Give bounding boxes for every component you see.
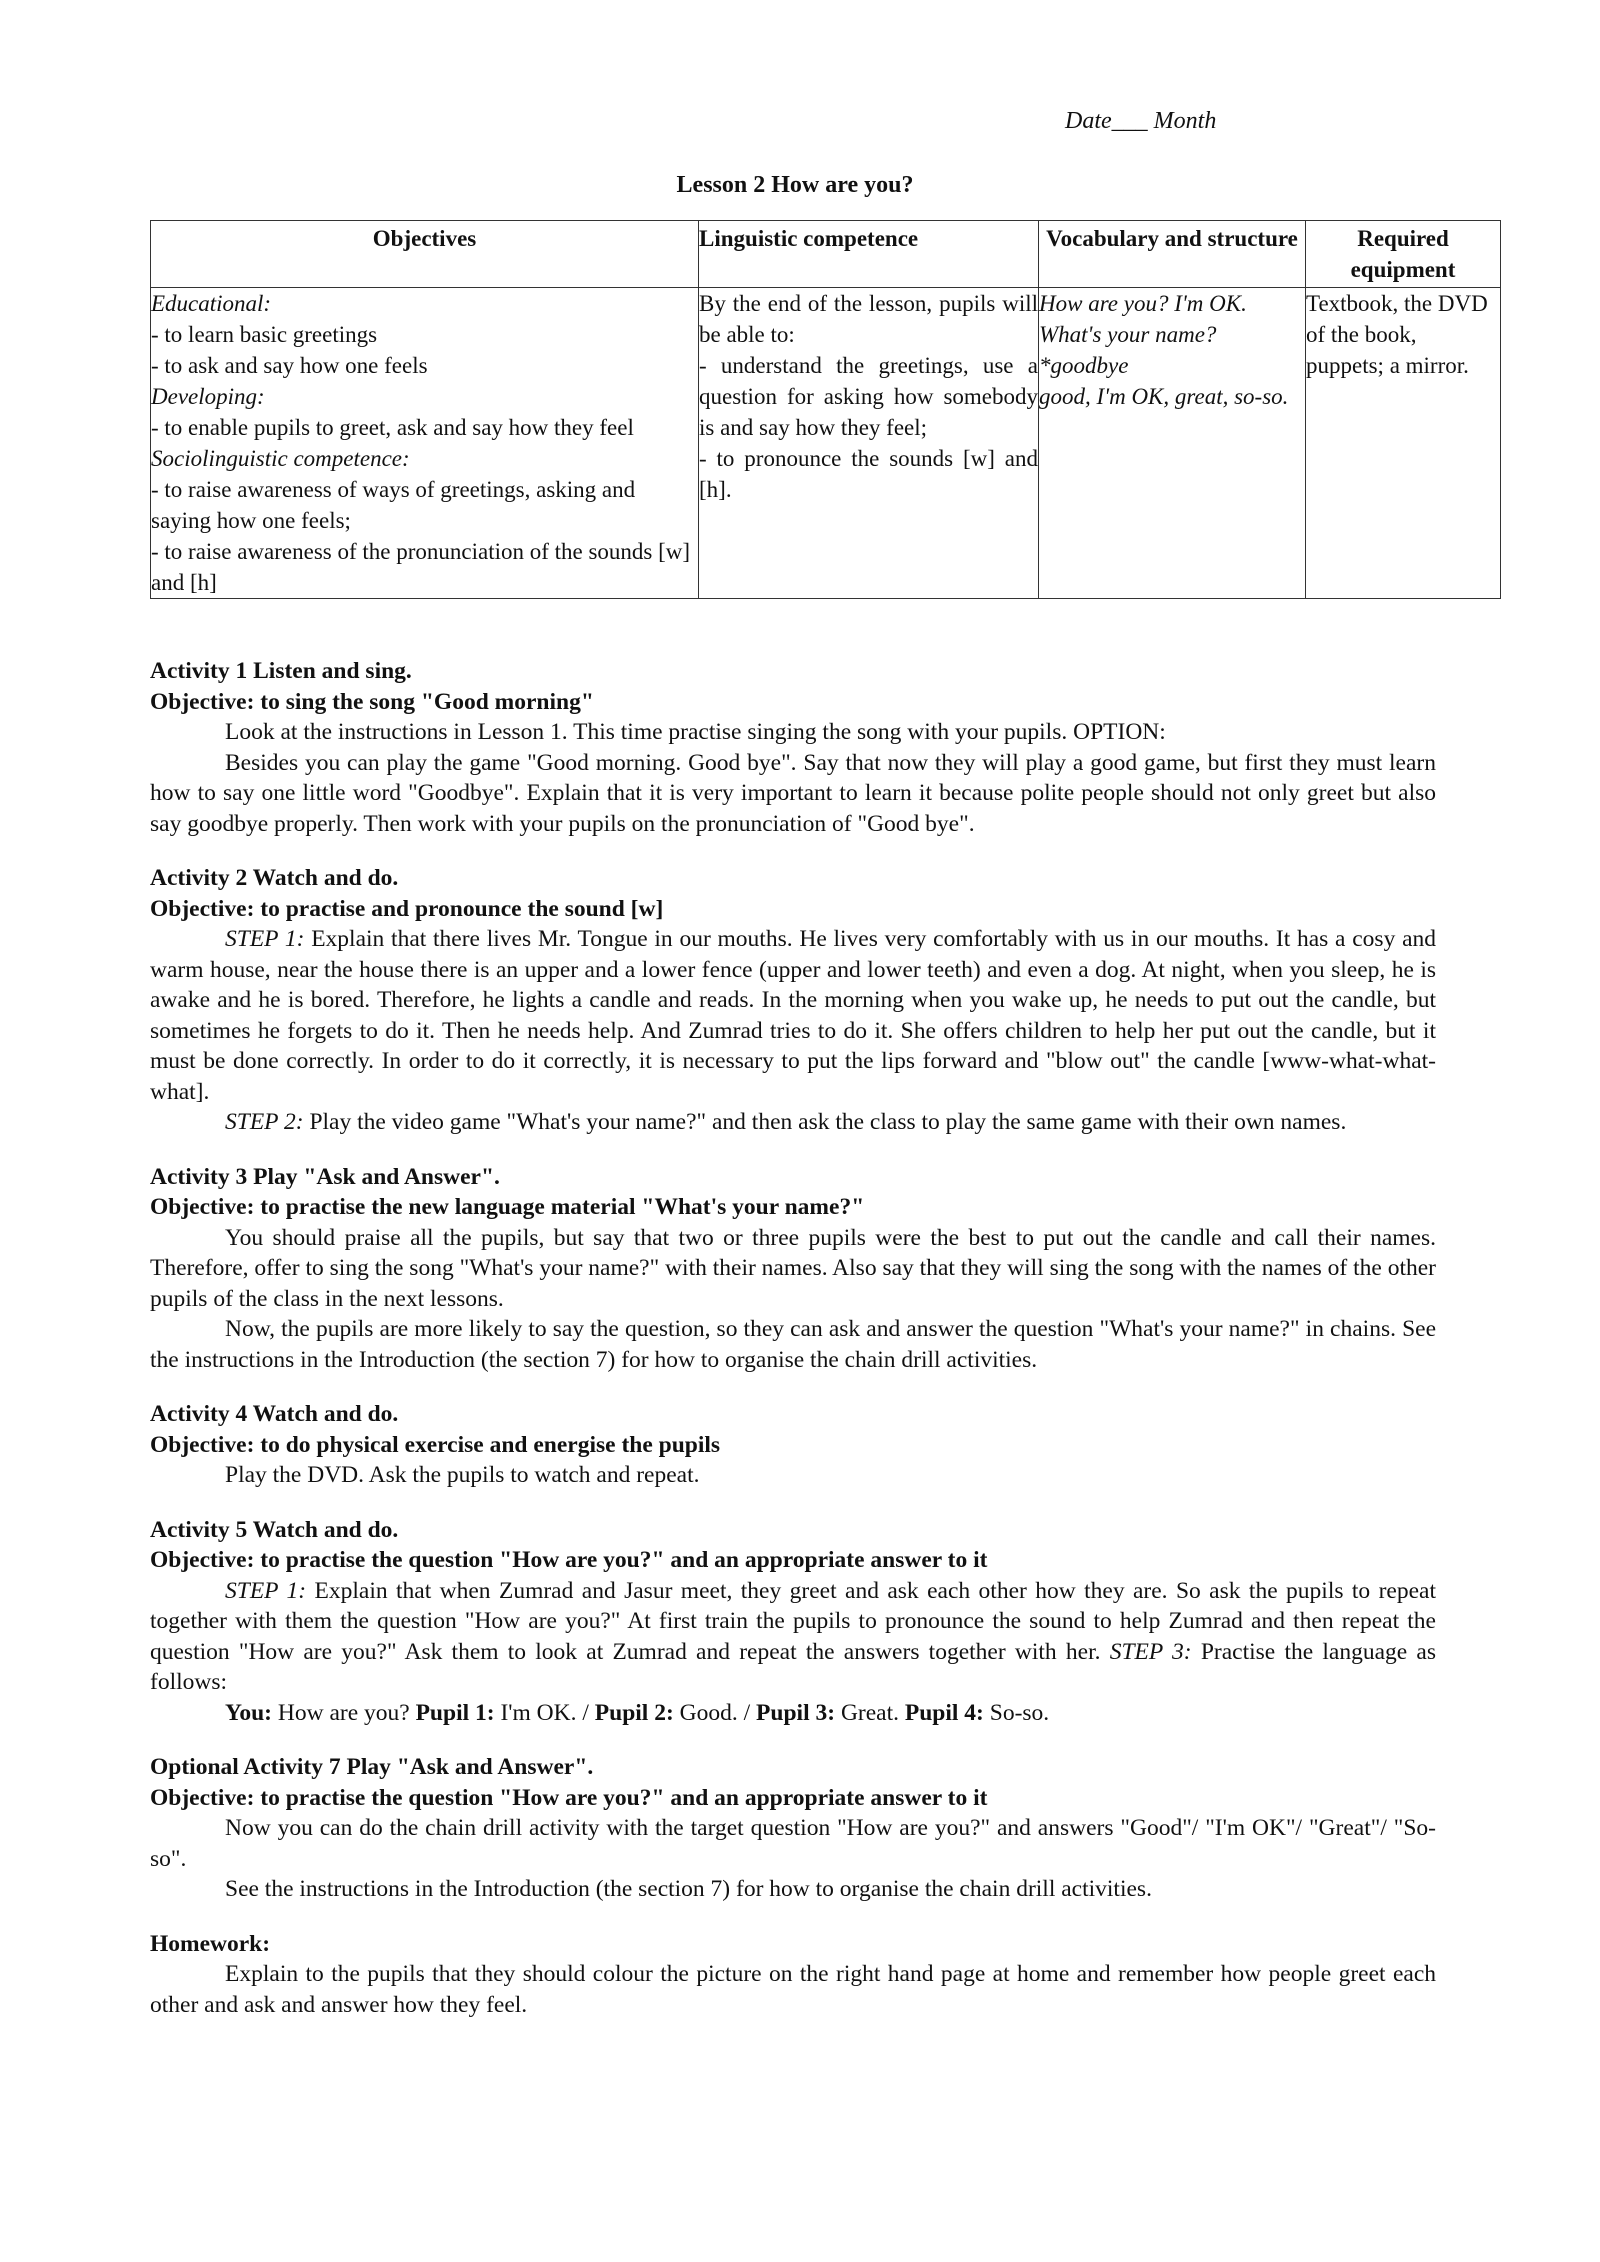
socio-item: - to raise awareness of ways of greetings, asking and saying how one feels; (151, 477, 636, 533)
activity-paragraph (150, 924, 1436, 1107)
activity-title: Activity 2 Watch and do. (150, 865, 399, 891)
activity-objective: Objective: to practise the question "How are you?" and an appropriate answer to it (150, 1784, 988, 1811)
activity-2 (150, 863, 1436, 1138)
socio-label: Sociolinguistic competence: (151, 446, 410, 471)
vocabulary-item: What's your name? (1039, 322, 1217, 347)
step-text: Explain that there lives Mr. Tongue in our mouths. He lives very comfortably with us in our mouths. It has a cosy and warm house, near the house there is an upper and a lower fence (upper and lower teeth) and even a dog. At night, when you sleep, he is awake and he is bored. Therefore, he lights a candle and reads. In the morning when you wake up, he needs to put out the candle, but sometimes he forgets to do it. Then he needs help. And Zumrad tries to do it. She offers children to help her put out the candle, but it must be done correctly. In order to do it correctly, it is necessary to put the lips forward and "blow out" the candle [www-what-what-what]. (150, 926, 1436, 1105)
homework-section (150, 1929, 1436, 2021)
speaker: You: (225, 1699, 273, 1726)
activity-objective: Objective: to sing the song "Good morning" (150, 688, 594, 715)
utterance: Good. / (673, 1699, 757, 1726)
activity-paragraph (150, 1107, 1436, 1138)
objectives-cell (151, 288, 699, 599)
socio-item: - to raise awareness of the pronunciation of the sounds [w] and [h] (151, 539, 691, 595)
header-vocabulary: Vocabulary and structure (1039, 221, 1306, 288)
homework-title: Homework: (150, 1930, 271, 1957)
activity-title: Activity 3 Play "Ask and Answer". (150, 1163, 500, 1190)
speaker: Pupil 4: (904, 1699, 984, 1726)
activity-objective: Objective: to practise and pronounce the sound [w] (150, 895, 664, 922)
activity-5 (150, 1515, 1436, 1729)
speaker: Pupil 2: (594, 1699, 674, 1726)
activity-4 (150, 1399, 1436, 1491)
vocabulary-item: How are you? I'm OK. (1039, 291, 1247, 316)
table-row (151, 288, 1501, 599)
linguistic-item: - to pronounce the sounds [w] and [h]. (699, 446, 1038, 502)
header-linguistic: Linguistic competence (699, 221, 1039, 288)
step-label: STEP 1: (225, 926, 305, 952)
utterance: I'm OK. / (494, 1699, 595, 1726)
homework-text: Explain to the pupils that they should colour the picture on the right hand page at home and remember how people greet each other and ask and answer how they feel. (150, 1961, 1436, 2018)
activity-objective: Objective: to do physical exercise and energise the pupils (150, 1431, 721, 1458)
activity-7 (150, 1752, 1436, 1905)
activities-section (150, 656, 1436, 2020)
vocabulary-item: *goodbye (1039, 353, 1129, 378)
activity-paragraph: Now you can do the chain drill activity with the target question "How are you?" and answers "Good"/ "I'm OK"/ "Great"/ "So-so". (150, 1815, 1436, 1872)
lesson-plan-table (150, 220, 1501, 599)
lesson-title: Lesson 2 How are you? (676, 172, 914, 198)
speaker: Pupil 1: (415, 1699, 495, 1726)
activity-3 (150, 1162, 1436, 1376)
activity-paragraph: See the instructions in the Introduction (the section 7) for how to organise the chain drill activities. (225, 1876, 1152, 1902)
utterance: Great. (835, 1699, 905, 1726)
utterance: How are you? (272, 1699, 416, 1726)
activity-paragraph: Play the DVD. Ask the pupils to watch and repeat. (225, 1462, 700, 1488)
activity-paragraph: Now, the pupils are more likely to say the question, so they can ask and answer the question "What's your name?" in chains. See the instructions in the Introduction (the section 7) for how to organise the chain drill activities. (150, 1316, 1436, 1373)
activity-paragraph: Besides you can play the game "Good morning. Good bye". Say that now they will play a good game, but first they must learn how to say one little word "Goodbye". Explain that it is very important to learn it because polite people should not only greet but also say goodbye properly. Then work with your pupils on the pronunciation of "Good bye". (150, 749, 1436, 837)
header-equipment: Required equipment (1306, 221, 1501, 288)
step-label: STEP 1: (225, 1577, 307, 1604)
educational-item: - to learn basic greetings (151, 322, 378, 347)
dialogue-line (150, 1698, 1436, 1729)
developing-item: - to enable pupils to greet, ask and say how they feel (151, 415, 634, 440)
educational-item: - to ask and say how one feels (151, 353, 428, 378)
step-text: Explain that when Zumrad and Jasur meet, they greet and ask each other how they are. So ask the pupils to repeat together with them the question "How are you?" At first train the pupils to pronounce the sound to help Zumrad and then repeat the question "How are you?" Ask them to look at Zumrad and repeat the answers together with her. (150, 1577, 1436, 1665)
activity-paragraph (150, 1576, 1436, 1698)
vocabulary-item: good, I'm OK, great, so-so. (1039, 384, 1289, 409)
activity-objective: Objective: to practise the new language material "What's your name?" (150, 1194, 865, 1220)
educational-label: Educational: (151, 291, 272, 316)
activity-paragraph: Look at the instructions in Lesson 1. This time practise singing the song with your pupils. OPTION: (225, 719, 1166, 745)
activity-1 (150, 656, 1436, 839)
utterance: So-so. (983, 1699, 1050, 1726)
header-objectives: Objectives (151, 221, 699, 288)
speaker: Pupil 3: (756, 1699, 836, 1726)
activity-objective: Objective: to practise the question "How are you?" and an appropriate answer to it (150, 1547, 988, 1573)
step-text: Play the video game "What's your name?" and then ask the class to play the same game with their own names. (303, 1109, 1347, 1135)
activity-title: Activity 4 Watch and do. (150, 1401, 399, 1427)
activity-paragraph: You should praise all the pupils, but say that two or three pupils were the best to put out the candle and call their names. Therefore, offer to sing the song "What's your name?" with their names. Also say that they will sing the song with the names of the other pupils of the class in the next lessons. (150, 1224, 1436, 1312)
linguistic-item: - understand the greetings, use a question for asking how somebody is and say how they feel; (699, 353, 1038, 440)
linguistic-intro: By the end of the lesson, pupils will be able to: (699, 291, 1038, 347)
activity-title: Optional Activity 7 Play "Ask and Answer". (150, 1754, 594, 1780)
step-label: STEP 3: (1109, 1638, 1192, 1665)
activity-title: Activity 5 Watch and do. (150, 1516, 399, 1543)
equipment-cell: Textbook, the DVD of the book, puppets; a mirror. (1306, 288, 1501, 599)
vocabulary-cell (1039, 288, 1306, 599)
linguistic-cell (699, 288, 1039, 599)
step-text: Practise the language as follows: (150, 1638, 1436, 1695)
activity-title: Activity 1 Listen and sing. (150, 658, 412, 684)
developing-label: Developing: (151, 384, 265, 409)
date-line: Date___ Month (1065, 108, 1217, 134)
step-label: STEP 2: (225, 1109, 304, 1135)
table-header-row (151, 221, 1501, 288)
